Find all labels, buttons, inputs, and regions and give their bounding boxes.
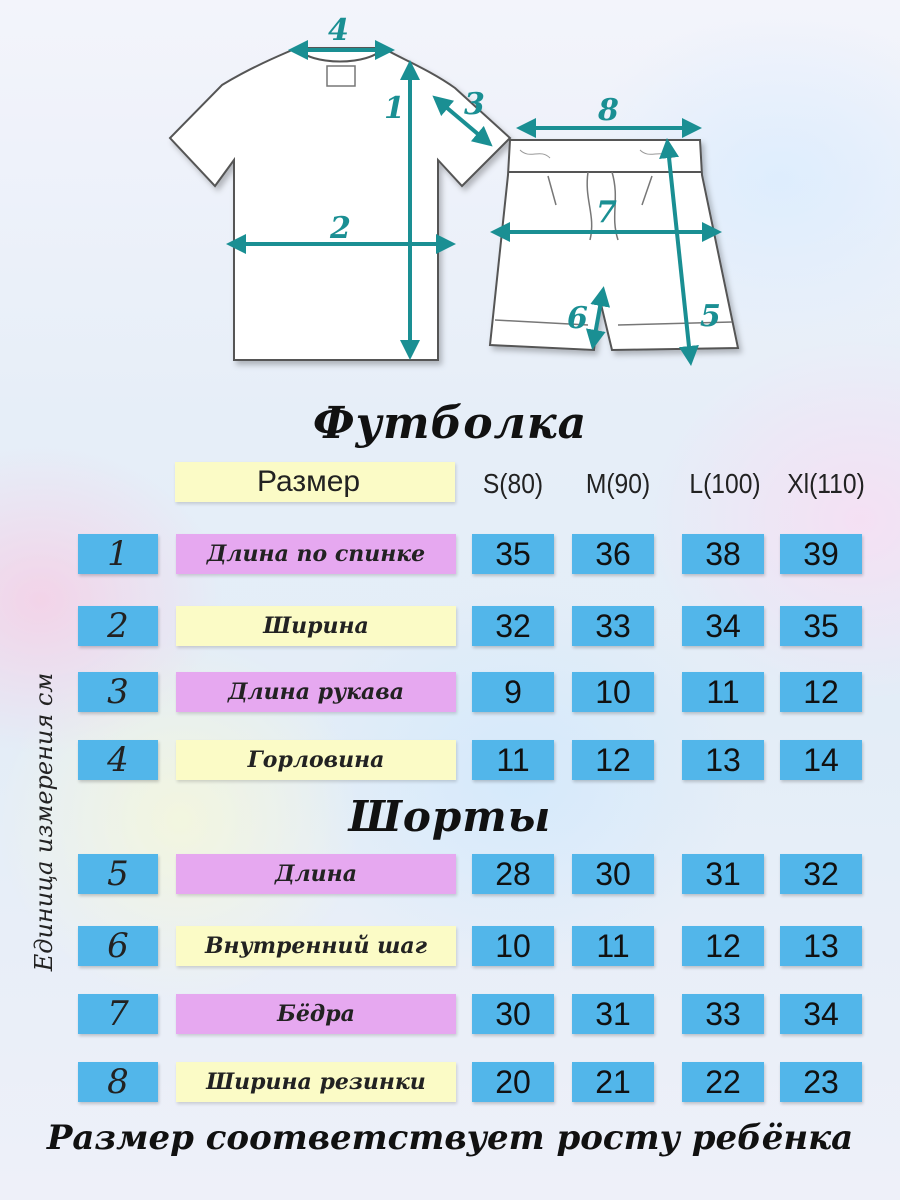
tshirt-title: Футболка [312, 398, 588, 449]
value-cell: 13 [682, 740, 764, 780]
row-number: 8 [78, 1062, 158, 1102]
value-cell: 11 [682, 672, 764, 712]
table-row [0, 530, 900, 576]
garment-diagram [0, 0, 900, 400]
row-number: 5 [78, 854, 158, 894]
row-label: Бёдра [176, 994, 456, 1034]
value-cell: 31 [572, 994, 654, 1034]
value-cell: 33 [572, 606, 654, 646]
value-cell: 10 [472, 926, 554, 966]
value-cell: 33 [682, 994, 764, 1034]
marker-6: 6 [567, 301, 588, 336]
table-row [0, 1058, 900, 1104]
value-cell: 28 [472, 854, 554, 894]
row-label: Горловина [176, 740, 456, 780]
shorts-title: Шорты [348, 792, 552, 841]
value-cell: 30 [472, 994, 554, 1034]
table-row [0, 922, 900, 968]
value-cell: 14 [780, 740, 862, 780]
marker-4: 4 [328, 13, 349, 48]
value-cell: 11 [572, 926, 654, 966]
value-cell: 12 [780, 672, 862, 712]
value-cell: 35 [780, 606, 862, 646]
marker-7: 7 [596, 195, 617, 230]
value-cell: 35 [472, 534, 554, 574]
value-cell: 11 [472, 740, 554, 780]
value-cell: 23 [780, 1062, 862, 1102]
value-cell: 32 [472, 606, 554, 646]
size-label: Размер [175, 462, 455, 502]
value-cell: 39 [780, 534, 862, 574]
table-row [0, 850, 900, 896]
value-cell: 30 [572, 854, 654, 894]
unit-label: Единица измерения см [30, 672, 58, 972]
row-number: 4 [78, 740, 158, 780]
marker-1: 1 [384, 91, 405, 126]
tshirt-drawing [170, 48, 510, 360]
value-cell: 9 [472, 672, 554, 712]
row-number: 2 [78, 606, 158, 646]
footer-note: Размер соответствует росту ребёнка [46, 1118, 854, 1158]
value-cell: 13 [780, 926, 862, 966]
marker-2: 2 [330, 211, 351, 246]
value-cell: 34 [682, 606, 764, 646]
row-number: 7 [78, 994, 158, 1034]
row-number: 6 [78, 926, 158, 966]
value-cell: 32 [780, 854, 862, 894]
row-label: Ширина резинки [176, 1062, 456, 1102]
value-cell: 12 [572, 740, 654, 780]
value-cell: 38 [682, 534, 764, 574]
table-row [0, 602, 900, 648]
table-row [0, 668, 900, 714]
value-cell: 10 [572, 672, 654, 712]
table-row [0, 990, 900, 1036]
value-cell: 21 [572, 1062, 654, 1102]
marker-8: 8 [598, 93, 619, 128]
value-cell: 12 [682, 926, 764, 966]
size-xl: Xl(110) [787, 468, 865, 499]
value-cell: 36 [572, 534, 654, 574]
row-label: Длина рукава [176, 672, 456, 712]
value-cell: 31 [682, 854, 764, 894]
row-label: Длина [176, 854, 456, 894]
value-cell: 20 [472, 1062, 554, 1102]
value-cell: 22 [682, 1062, 764, 1102]
row-label: Внутренний шаг [176, 926, 456, 966]
marker-3: 3 [464, 87, 485, 122]
row-label: Длина по спинке [176, 534, 456, 574]
size-s: S(80) [482, 468, 544, 499]
row-number: 1 [78, 534, 158, 574]
table-row [0, 736, 900, 782]
row-number: 3 [78, 672, 158, 712]
marker-5: 5 [700, 299, 721, 334]
size-header-row [0, 462, 900, 504]
value-cell: 34 [780, 994, 862, 1034]
size-m: M(90) [585, 468, 651, 499]
size-l: L(100) [689, 468, 761, 499]
row-label: Ширина [176, 606, 456, 646]
